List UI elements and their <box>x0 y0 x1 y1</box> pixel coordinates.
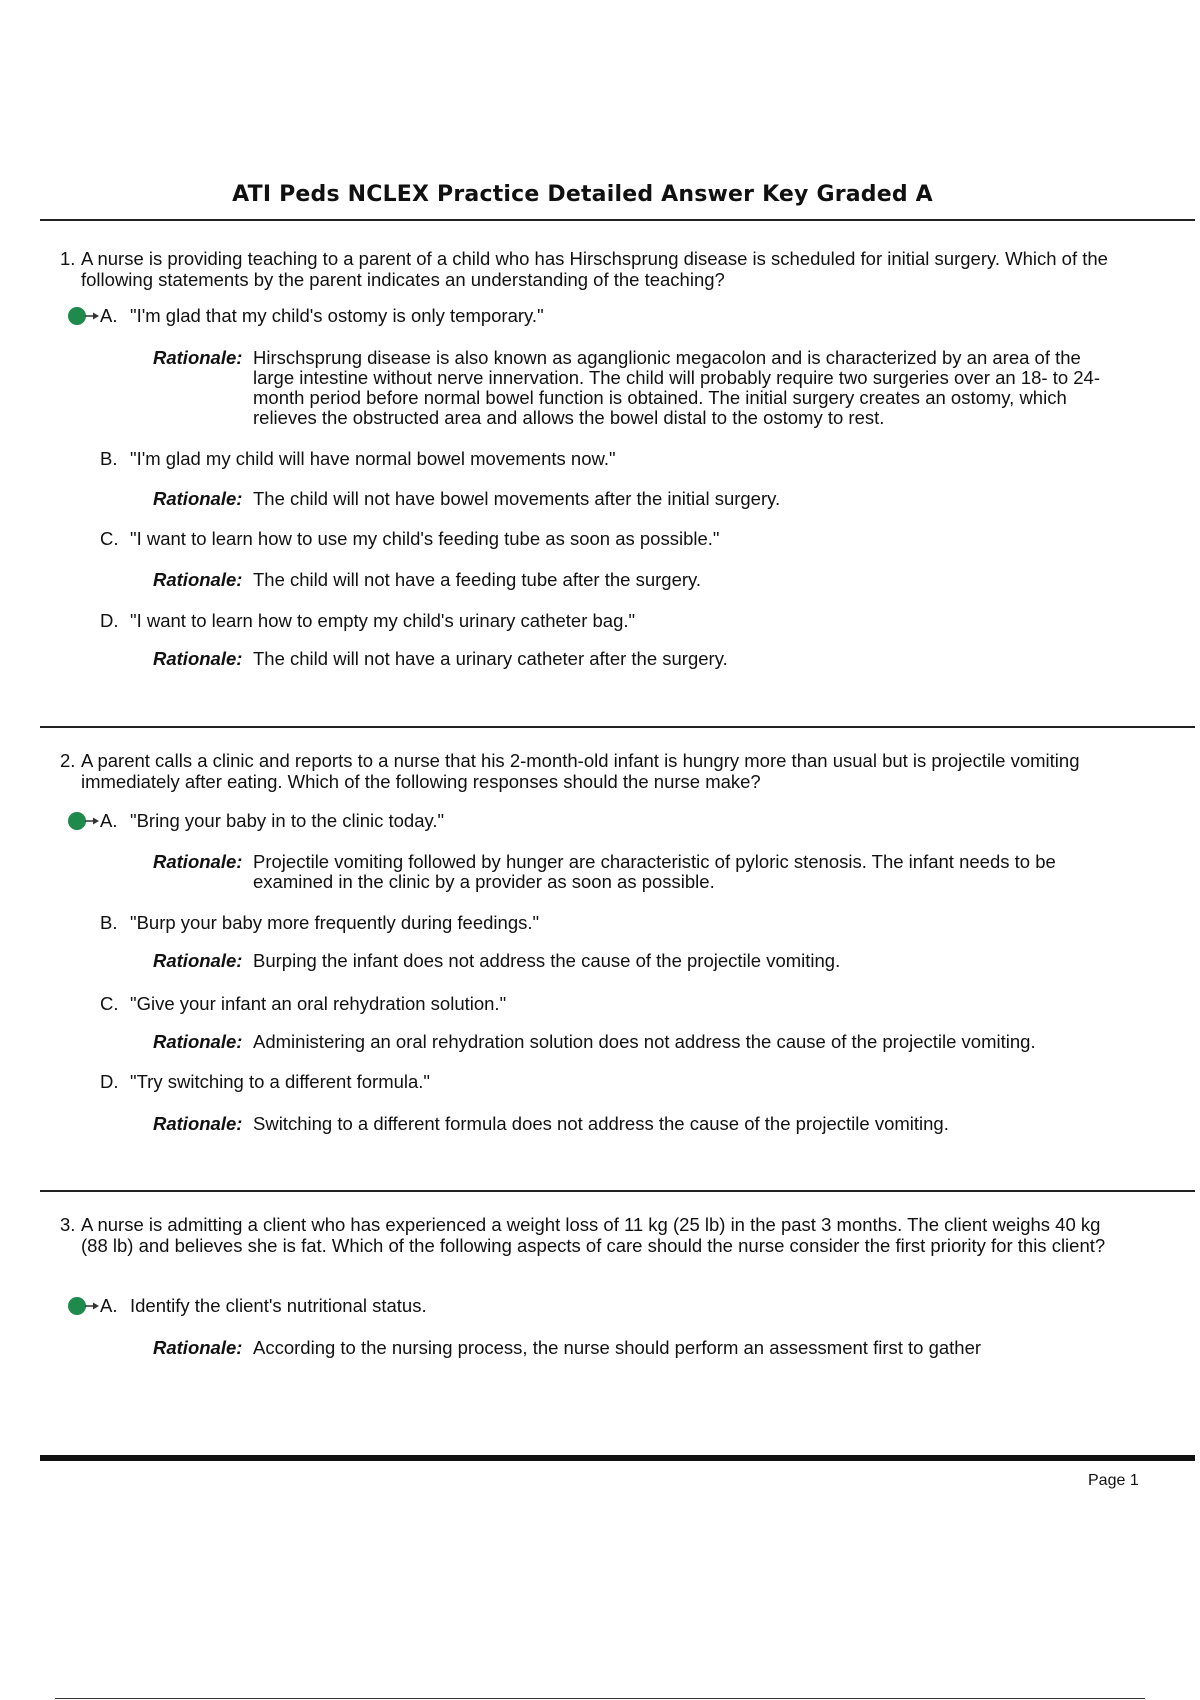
question-1-option-a-rationale <box>153 348 1123 428</box>
option-text: "I want to learn how to empty my child's urinary catheter bag." <box>130 610 636 631</box>
rationale-label: Rationale: <box>153 1031 243 1052</box>
rationale-label: Rationale: <box>153 851 243 872</box>
footer-divider <box>40 1455 1195 1461</box>
rationale-text: Hirschsprung disease is also known as aganglionic megacolon and is characterized by an area of the large intestine without nerve innervation. The child will probably require two surgeries over an 18- to 24-month period before normal bowel function is obtained. The initial surgery creates an ostomy, which relieves the obstructed area and allows the bowel distal to the ostomy to rest. <box>253 347 1100 428</box>
rationale-text: Administering an oral rehydration solution does not address the cause of the projectile vomiting. <box>253 1031 1036 1052</box>
correct-answer-marker-icon <box>66 1295 100 1317</box>
option-text: "Give your infant an oral rehydration solution." <box>130 993 507 1014</box>
question-2-option-b <box>100 912 1100 934</box>
rationale-label: Rationale: <box>153 347 243 368</box>
rationale-label: Rationale: <box>153 1337 243 1358</box>
question-number: 2. <box>60 750 76 771</box>
correct-answer-marker-icon <box>66 305 100 327</box>
question-3-stem <box>60 1214 1120 1256</box>
option-letter: B. <box>100 448 118 469</box>
option-text: "Try switching to a different formula." <box>130 1071 431 1092</box>
option-letter: D. <box>100 610 119 631</box>
option-letter: A. <box>100 305 118 326</box>
question-1-option-d <box>100 610 1100 632</box>
question-2-option-a-rationale <box>153 852 1123 892</box>
option-letter: C. <box>100 528 119 549</box>
rationale-text: The child will not have a urinary catheter after the surgery. <box>253 648 728 669</box>
rationale-label: Rationale: <box>153 569 243 590</box>
question-text: A nurse is providing teaching to a parent of a child who has Hirschsprung disease is scheduled for initial surgery. Which of the following statements by the parent indicates an understanding of the teaching? <box>81 248 1108 290</box>
question-number: 1. <box>60 248 76 269</box>
option-text: "Bring your baby in to the clinic today." <box>130 810 445 831</box>
option-letter: A. <box>100 1295 118 1316</box>
option-letter: A. <box>100 810 118 831</box>
option-letter: B. <box>100 912 118 933</box>
rationale-text: Switching to a different formula does not address the cause of the projectile vomiting. <box>253 1113 949 1134</box>
question-2-stem <box>60 750 1120 792</box>
question-1-option-b-rationale <box>153 489 1123 509</box>
rationale-text: Burping the infant does not address the cause of the projectile vomiting. <box>253 950 841 971</box>
question-divider <box>40 726 1195 728</box>
question-text: A nurse is admitting a client who has experienced a weight loss of 11 kg (25 lb) in the past 3 months. The client weighs 40 kg (88 lb) and believes she is fat. Which of the following aspects of care should the nurse consider the first priority for this client? <box>81 1214 1106 1256</box>
option-text: Identify the client's nutritional status. <box>130 1295 427 1316</box>
rationale-text: The child will not have bowel movements after the initial surgery. <box>253 488 781 509</box>
option-text: "I'm glad my child will have normal bowel movements now." <box>130 448 616 469</box>
question-1-option-a <box>100 305 1100 327</box>
question-2-option-b-rationale <box>153 951 1123 971</box>
rationale-text: The child will not have a feeding tube after the surgery. <box>253 569 702 590</box>
rationale-text: According to the nursing process, the nurse should perform an assessment first to gather <box>253 1337 982 1358</box>
option-text: "I'm glad that my child's ostomy is only temporary." <box>130 305 544 326</box>
option-text: "Burp your baby more frequently during feedings." <box>130 912 540 933</box>
option-letter: D. <box>100 1071 119 1092</box>
question-2-option-c <box>100 993 1100 1015</box>
question-2-option-d-rationale <box>153 1114 1123 1134</box>
question-number: 3. <box>60 1214 76 1235</box>
question-3-option-a-rationale <box>153 1338 1123 1358</box>
rationale-label: Rationale: <box>153 648 243 669</box>
option-text: "I want to learn how to use my child's feeding tube as soon as possible." <box>130 528 720 549</box>
page-title: ATI Peds NCLEX Practice Detailed Answer Key Graded A <box>232 182 933 207</box>
title-divider <box>40 219 1195 221</box>
question-1-stem <box>60 248 1120 290</box>
rationale-text: Projectile vomiting followed by hunger are characteristic of pyloric stenosis. The infant needs to be examined in the clinic by a provider as soon as possible. <box>253 851 1056 892</box>
question-2-option-a <box>100 810 1100 832</box>
question-1-option-d-rationale <box>153 649 1123 669</box>
question-2-option-d <box>100 1071 1100 1093</box>
correct-answer-marker-icon <box>66 810 100 832</box>
rationale-label: Rationale: <box>153 950 243 971</box>
option-letter: C. <box>100 993 119 1014</box>
question-2-option-c-rationale <box>153 1032 1123 1052</box>
page-number: Page 1 <box>1088 1472 1139 1489</box>
question-1-option-c <box>100 528 1100 550</box>
question-divider <box>40 1190 1195 1192</box>
question-1-option-c-rationale <box>153 570 1123 590</box>
page-bottom-edge <box>55 1698 1145 1699</box>
rationale-label: Rationale: <box>153 488 243 509</box>
question-text: A parent calls a clinic and reports to a nurse that his 2-month-old infant is hungry more than usual but is projectile vomiting immediately after eating. Which of the following responses should the nurse make? <box>81 750 1080 792</box>
question-1-option-b <box>100 448 1100 470</box>
rationale-label: Rationale: <box>153 1113 243 1134</box>
question-3-option-a <box>100 1295 1100 1317</box>
